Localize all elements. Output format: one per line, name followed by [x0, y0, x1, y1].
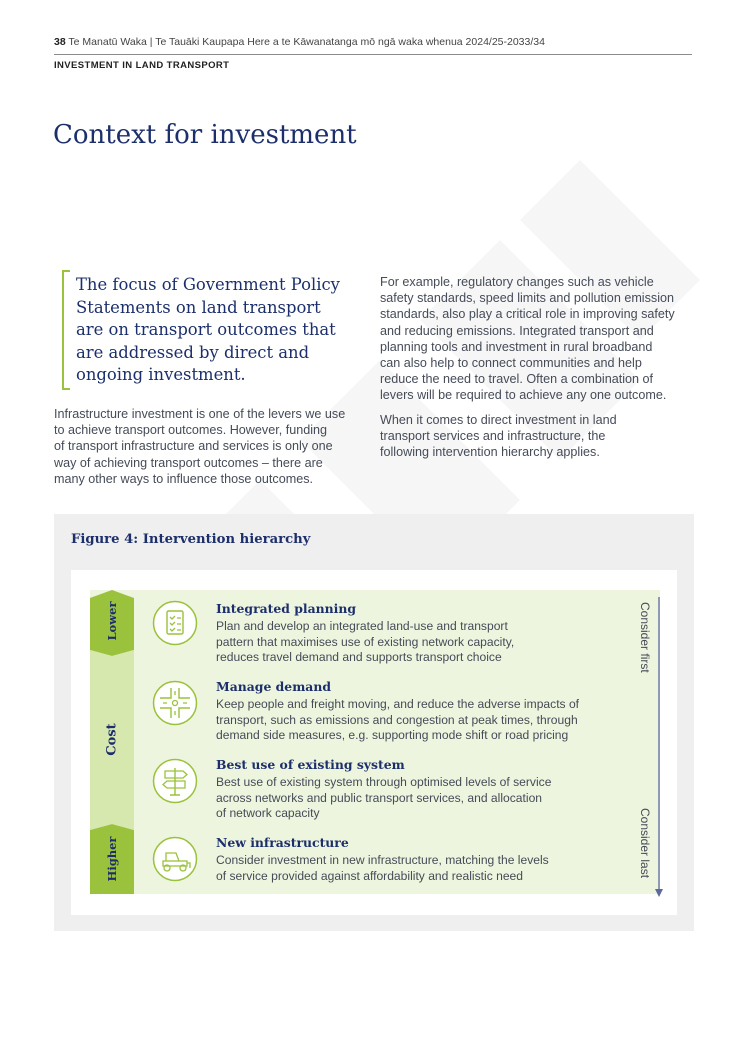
right-paragraph-2 — [380, 412, 617, 461]
running-header — [54, 36, 545, 48]
desc-line: reduces travel demand and supports transport choice — [216, 650, 502, 665]
pull-quote-text — [76, 274, 340, 387]
page-number: 38 — [54, 36, 66, 48]
desc-line: Plan and develop an integrated land-use and transport — [216, 619, 508, 633]
desc-line: Best use of existing system through optimised levels of service — [216, 775, 552, 789]
paragraph-line: When it comes to direct investment in land — [380, 413, 617, 427]
desc-line: of service provided against affordability and realistic need — [216, 868, 524, 883]
level-desc-new-infrastructure — [216, 853, 549, 884]
quote-line: ongoing investment. — [76, 365, 246, 384]
header-rule — [54, 54, 692, 55]
paragraph-line: and reducing emissions. Integrated transport and — [380, 323, 654, 338]
level-desc-manage-demand — [216, 697, 579, 744]
left-paragraph — [54, 406, 345, 487]
desc-line: across networks and public transport services, and allocation — [216, 790, 543, 805]
consider-arrow — [655, 597, 663, 897]
right-paragraph-1 — [380, 274, 675, 404]
paragraph-line: Infrastructure investment is one of the levers we use — [54, 407, 346, 421]
paragraph-line: following intervention hierarchy applies. — [380, 445, 600, 460]
intersection-icon — [152, 680, 198, 726]
desc-line: transport, such as emissions and congestion at peak times, through — [216, 712, 578, 727]
cost-lower-label: Lower — [105, 601, 119, 641]
paragraph-line: levers will be required to achieve any one outcome. — [380, 388, 667, 403]
level-title-new-infrastructure: New infrastructure — [216, 835, 349, 850]
paragraph-line: many other ways to influence those outcomes. — [54, 471, 314, 486]
paragraph-line: way of achieving transport outcomes – there are — [54, 455, 323, 470]
pull-quote — [62, 270, 356, 390]
quote-line: Statements on land transport — [76, 297, 321, 317]
cost-higher-label: Higher — [105, 836, 119, 882]
paragraph-line: safety standards, speed limits and pollution emission — [380, 291, 675, 306]
quote-line: are addressed by direct and — [76, 342, 310, 362]
desc-line: pattern that maximises use of existing network capacity, — [216, 634, 515, 649]
figure-title: Figure 4: Intervention hierarchy — [71, 532, 311, 547]
desc-line: Consider investment in new infrastructure, matching the levels — [216, 853, 549, 867]
paragraph-line: reduce the need to travel. Often a combination of — [380, 372, 654, 387]
cost-label: Cost — [104, 723, 120, 756]
consider-last-label: Consider last — [638, 808, 652, 879]
paragraph-line: of transport infrastructure and services is only one — [54, 439, 333, 454]
checklist-icon — [152, 600, 198, 646]
quote-line: The focus of Government Policy — [76, 275, 340, 294]
section-label: INVESTMENT IN LAND TRANSPORT — [54, 60, 230, 71]
paragraph-line: standards, also play a critical role in improving safety — [380, 307, 675, 322]
page-title: Context for investment — [53, 120, 357, 150]
paragraph-line: planning tools and investment in rural broadband — [380, 339, 653, 354]
level-title-manage-demand: Manage demand — [216, 679, 332, 694]
paragraph-line: to achieve transport outcomes. However, funding — [54, 423, 328, 438]
level-title-best-use: Best use of existing system — [216, 757, 405, 772]
signpost-icon — [152, 758, 198, 804]
desc-line: Keep people and freight moving, and reduce the adverse impacts of — [216, 697, 580, 711]
level-title-integrated-planning: Integrated planning — [216, 601, 357, 616]
level-desc-best-use — [216, 775, 551, 822]
running-title: Te Manatū Waka | Te Tauāki Kaupapa Here a te Kāwanatanga mō ngā waka whenua 2024/25-2033/34 — [68, 36, 545, 48]
quote-line: are on transport outcomes that — [76, 320, 336, 339]
roller-icon — [152, 836, 198, 882]
level-desc-integrated-planning — [216, 619, 514, 666]
paragraph-line: For example, regulatory changes such as vehicle — [380, 275, 654, 289]
desc-line: of network capacity — [216, 806, 320, 821]
paragraph-line: transport services and infrastructure, the — [380, 429, 606, 444]
paragraph-line: can also help to connect communities and help — [380, 356, 642, 371]
desc-line: demand side measures, e.g. supporting mode shift or road pricing — [216, 728, 569, 743]
consider-first-label: Consider first — [638, 602, 652, 673]
